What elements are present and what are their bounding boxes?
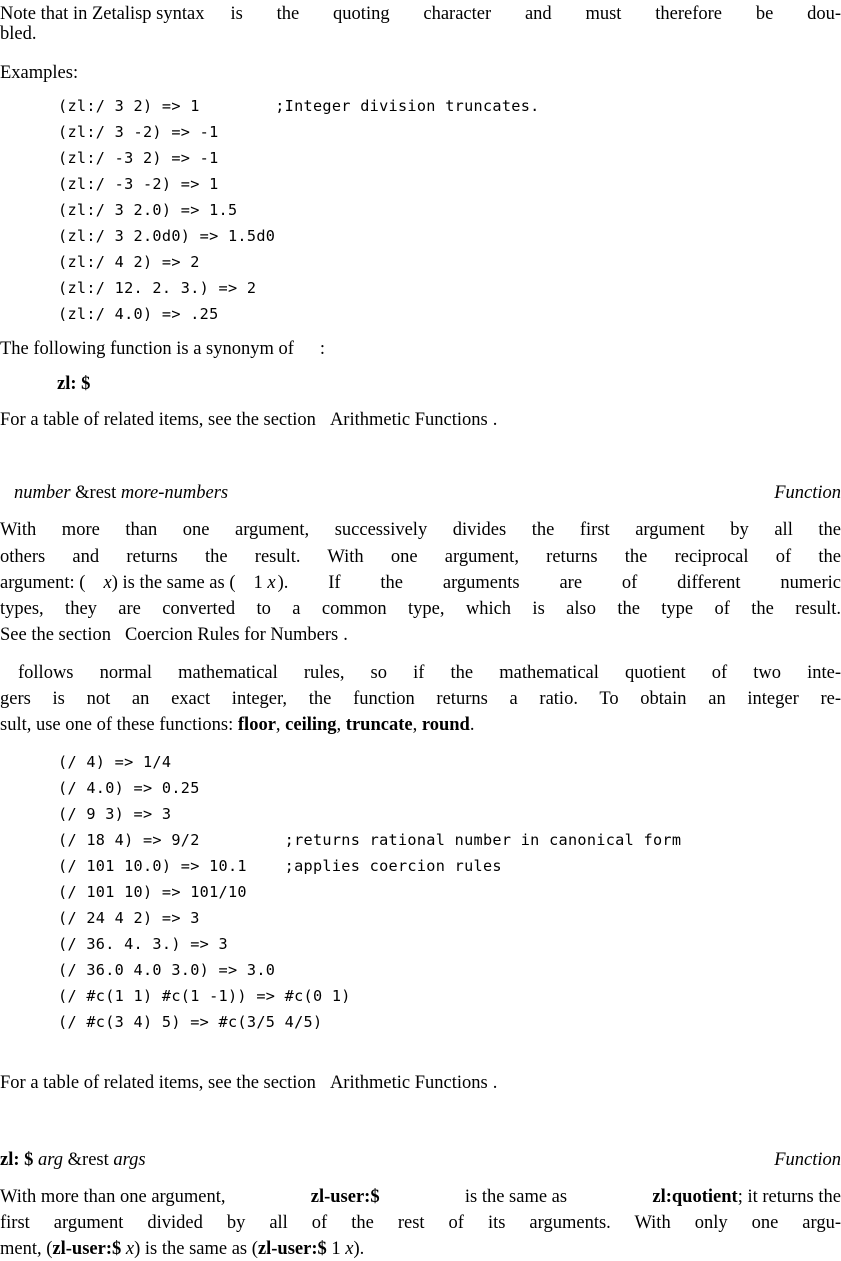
code-line: (/ 101 10) => 101/10 <box>58 883 247 901</box>
desc2-var: x <box>345 1239 354 1259</box>
related-line-2 <box>0 1072 497 1094</box>
synonym-colon: : <box>319 339 326 359</box>
function-header <box>14 482 228 504</box>
rules-line-2: gers is not an exact integer, the function returns a ratio. To obtain an integer re- <box>0 689 841 709</box>
func-round: round <box>421 715 470 735</box>
synonym-line <box>0 338 325 360</box>
code-line: (zl:/ 3 -2) => -1 <box>58 123 219 141</box>
related-text: For a table of related items, see the section <box>0 410 316 430</box>
desc-line-1: With more than one argument, successively divides the first argument by all the <box>0 520 841 540</box>
desc-line-2: others and returns the result. With one argument, returns the reciprocal of the <box>0 547 841 567</box>
code-line: (zl:/ 12. 2. 3.) => 2 <box>58 279 257 297</box>
desc2-var: x <box>125 1239 135 1259</box>
related-link[interactable]: Arithmetic Functions <box>329 410 488 430</box>
desc2-func: zl-user:$ <box>257 1239 327 1259</box>
desc2-text: ; it returns the <box>737 1187 841 1207</box>
desc2-text: ) is the same as ( <box>134 1239 258 1259</box>
desc2-func: zl:quotient <box>652 1187 738 1207</box>
code-line: (zl:/ 4 2) => 2 <box>58 253 200 271</box>
code-line: (/ 4.0) => 0.25 <box>58 779 200 797</box>
desc-line-4: types, they are converted to a common type, which is also the type of the result. <box>0 599 841 619</box>
desc2-func: zl-user:$ <box>52 1239 122 1259</box>
func-floor: floor <box>237 715 276 735</box>
coercion-rules-link[interactable]: Coercion Rules for Numbers <box>124 625 339 645</box>
desc2-text: ment, ( <box>0 1239 53 1259</box>
arg-name: number <box>14 483 71 503</box>
synonym-text: The following function is a synonym of <box>0 339 294 359</box>
code-line: (zl:/ -3 2) => -1 <box>58 149 219 167</box>
note-line-1 <box>0 3 841 25</box>
code-line: (/ 9 3) => 3 <box>58 805 172 823</box>
function-kind: Function <box>774 483 841 503</box>
code-line: (zl:/ 3 2) => 1 ;Integer division truncates. <box>58 97 540 115</box>
arg-name: arg <box>38 1150 64 1170</box>
desc-line-3 <box>0 572 841 594</box>
code-line: (/ 36. 4. 3.) => 3 <box>58 935 228 953</box>
synonym-name-text: zl: $ <box>57 374 91 394</box>
desc2-text: 1 <box>331 1239 341 1259</box>
related-period: . <box>492 410 498 430</box>
note-line-2: bled. <box>0 24 37 44</box>
related-link[interactable]: Arithmetic Functions <box>329 1073 488 1093</box>
note-text-a: Note that in Zetalisp syntax <box>0 4 205 24</box>
function-name: zl: $ <box>0 1150 34 1170</box>
code-line: (zl:/ 3 2.0d0) => 1.5d0 <box>58 227 276 245</box>
note-text-b: is the quoting character and must therefore be dou- <box>230 4 841 24</box>
desc-var: x <box>267 573 276 593</box>
function-header-2 <box>0 1149 146 1171</box>
rules-line-1: follows normal mathematical rules, so if the mathematical quotient of two inte- <box>18 663 841 683</box>
desc-text: . <box>343 625 348 645</box>
desc-text: See the section <box>0 625 111 645</box>
related-text: For a table of related items, see the section <box>0 1073 316 1093</box>
func-ceiling: ceiling <box>285 715 337 735</box>
code-line: (/ #c(3 4) 5) => #c(3/5 4/5) <box>58 1013 323 1031</box>
rules-line-3: sult, use one of these functions: floor, ceiling, truncate, round. <box>0 715 475 735</box>
code-line: (/ 18 4) => 9/2 ;returns rational number in canonical form <box>58 831 682 849</box>
code-line: (/ 4) => 1/4 <box>58 753 172 771</box>
code-line: (zl:/ 3 2.0) => 1.5 <box>58 201 238 219</box>
desc-text: 1 <box>253 573 263 593</box>
desc-text: ). If the arguments are of different numeric <box>277 573 841 593</box>
code-line: (/ 101 10.0) => 10.1 ;applies coercion rules <box>58 857 502 875</box>
desc-text: argument: ( <box>0 573 86 593</box>
desc2-line-1 <box>0 1186 841 1208</box>
rest-keyword: &rest <box>67 1150 109 1170</box>
related-line-1 <box>0 409 497 431</box>
examples-label: Examples: <box>0 63 79 83</box>
code-line: (/ 36.0 4.0 3.0) => 3.0 <box>58 961 276 979</box>
desc2-text: With more than one argument, <box>0 1187 226 1207</box>
func-truncate: truncate <box>345 715 413 735</box>
desc2-line-3 <box>0 1238 364 1260</box>
arg-name: args <box>113 1150 146 1170</box>
desc2-text: ). <box>353 1239 365 1259</box>
synonym-name <box>57 373 90 395</box>
code-line: (zl:/ -3 -2) => 1 <box>58 175 219 193</box>
arg-name: more-numbers <box>120 483 229 503</box>
desc2-line-2: first argument divided by all of the rest of its arguments. With only one argu- <box>0 1213 841 1233</box>
rest-keyword: &rest <box>75 483 117 503</box>
rules-text: sult, use one of these functions: <box>0 715 234 735</box>
desc-line-5 <box>0 624 348 646</box>
function-kind-2: Function <box>774 1150 841 1170</box>
code-line: (/ 24 4 2) => 3 <box>58 909 200 927</box>
desc-text: ) is the same as ( <box>111 573 236 593</box>
code-line: (zl:/ 4.0) => .25 <box>58 305 219 323</box>
desc2-func: zl-user:$ <box>310 1187 380 1207</box>
desc-var: x <box>103 573 112 593</box>
related-period: . <box>492 1073 498 1093</box>
code-line: (/ #c(1 1) #c(1 -1)) => #c(0 1) <box>58 987 351 1005</box>
desc2-text: is the same as <box>464 1187 568 1207</box>
